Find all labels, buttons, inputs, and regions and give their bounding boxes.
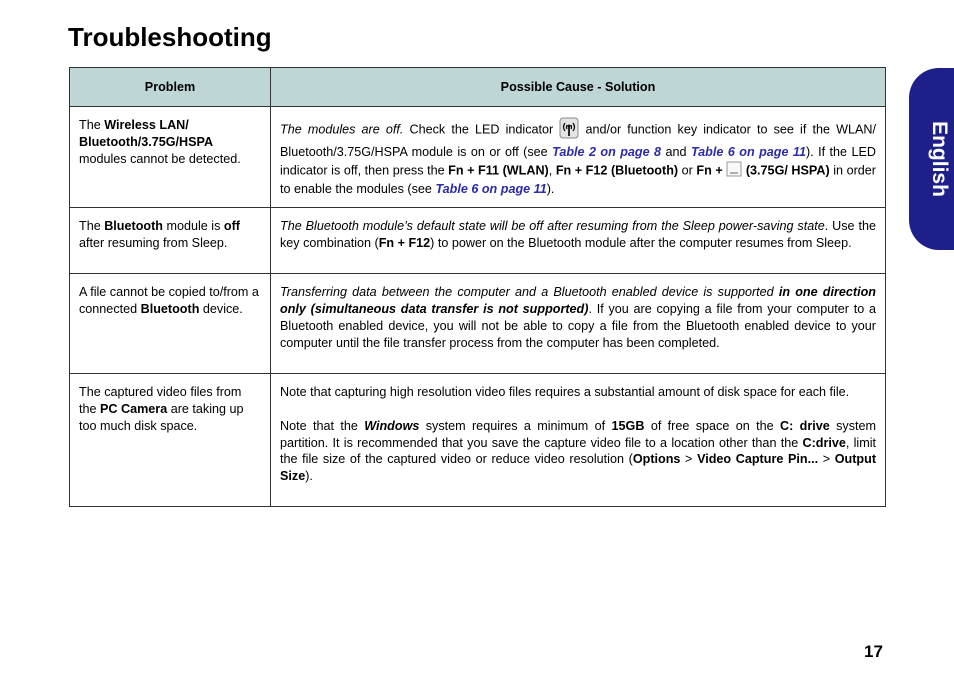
solution-cell: The modules are off. Check the LED indicator and/or function key indicator to see if the WLAN/ Bluetooth/3.75G/HSPA module is on or off (see Table 2 on page 8 and Table 6 on page 11). If the LED indicator is off, then press the Fn + F11 (WLAN), Fn + F12 (Bluetooth) or Fn + (3.75G/ HSPA) in order to enable the modules (see Table 6 on page 11). (271, 107, 886, 208)
solution-cell: The Bluetooth module’s default state will be off after resuming from the Sleep power-saving state. Use the key combination (Fn + F12) to power on the Bluetooth module after the computer resumes from Sleep. (271, 208, 886, 274)
3g-key-icon (726, 161, 742, 182)
language-tab-label: English (928, 121, 951, 197)
problem-cell: The Bluetooth module is off after resuming from Sleep. (70, 208, 271, 274)
table-row (70, 374, 886, 507)
solution-cell (271, 374, 886, 507)
problem-cell: The Wireless LAN/ Bluetooth/3.75G/HSPA modules cannot be detected. (70, 107, 271, 208)
table-row (70, 274, 886, 374)
problem-cell: A file cannot be copied to/from a connected Bluetooth device. (70, 274, 271, 374)
header-problem: Problem (70, 68, 271, 107)
page-title: Troubleshooting (68, 22, 272, 52)
table-row (70, 208, 886, 274)
solution-paragraph: Note that the Windows system requires a minimum of 15GB of free space on the C: drive system partition. It is recommended that you save the capture video file to a location other than the C:drive, limit the file size of the captured video or reduce video resolution (Options > Video Capture Pin... > Output Size). (280, 418, 877, 484)
troubleshooting-table (69, 67, 886, 507)
table-2-link[interactable]: Table 2 on page 8 (552, 144, 662, 159)
solution-paragraph: Note that capturing high resolution video files requires a substantial amount of disk space for each file. (280, 385, 850, 400)
wireless-led-icon (559, 117, 579, 144)
table-6-link[interactable]: Table 6 on page 11 (435, 182, 547, 197)
table-row (70, 107, 886, 208)
table-6-link[interactable]: Table 6 on page 11 (690, 144, 806, 159)
header-solution: Possible Cause - Solution (271, 68, 886, 107)
table-header-row (70, 68, 886, 107)
language-tab (909, 68, 954, 250)
page-number: 17 (864, 642, 883, 661)
problem-cell: The captured video files from the PC Camera are taking up too much disk space. (70, 374, 271, 507)
solution-cell: Transferring data between the computer and a Bluetooth enabled device is supported in one direction only (simultaneous data transfer is not supported). If you are copying a file from your computer to a Bluetooth enabled device, you will not be able to copy a file from the Bluetooth enabled device to your computer until the file transfer process from the computer has been completed. (271, 274, 886, 374)
